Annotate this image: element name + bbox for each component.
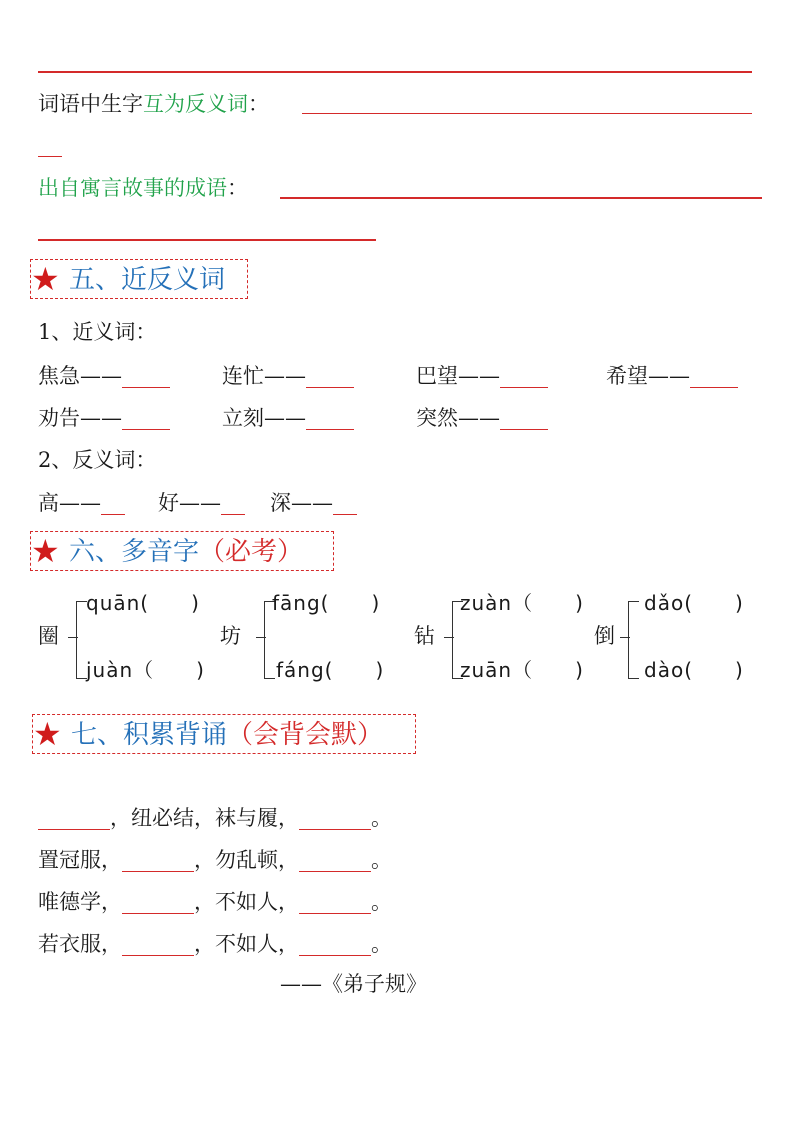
section-5-title: 五、近反义词 (69, 265, 226, 295)
pinyin-bottom: juàn（ ) (86, 658, 205, 682)
pinyin-bottom: zuān（ ) (460, 658, 584, 682)
synonyms-subheading: 1、近义词： (38, 320, 157, 344)
synonym-item: 焦急—— (38, 364, 170, 388)
star-icon: ★ (31, 260, 60, 298)
brace-tip (68, 637, 78, 638)
synonym-item: 巴望—— (416, 364, 548, 388)
brace (628, 601, 639, 679)
answer-blank[interactable] (690, 367, 738, 388)
answer-blank[interactable] (122, 367, 170, 388)
synonym-item: 立刻—— (222, 406, 354, 430)
antonym-item: 好—— (158, 491, 245, 515)
answer-blank[interactable] (299, 893, 371, 914)
synonym-item: 希望—— (606, 364, 738, 388)
recitation-line-4: 若衣服， ，不如人， 。 (38, 932, 392, 956)
antonym-chars-answer-line[interactable] (302, 113, 752, 114)
answer-blank[interactable] (299, 935, 371, 956)
answer-blank[interactable] (122, 893, 194, 914)
answer-blank[interactable] (306, 409, 354, 430)
section-7-title: 七、积累背诵（会背会默） (71, 720, 384, 750)
recitation-line-1: ，纽必结，袜与履， 。 (38, 806, 392, 830)
section-5-header (30, 259, 248, 299)
pinyin-top: zuàn（ ) (460, 591, 584, 615)
pinyin-bottom: dào( ) (644, 658, 744, 682)
answer-blank[interactable] (122, 851, 194, 872)
brace-tip (620, 637, 630, 638)
recitation-line-3: 唯德学， ，不如人， 。 (38, 890, 392, 914)
star-icon: ★ (31, 532, 60, 570)
recitation-line-2: 置冠服， ，勿乱顿， 。 (38, 848, 392, 872)
antonyms-subheading: 2、反义词： (38, 448, 157, 472)
answer-blank[interactable] (122, 409, 170, 430)
polyphone-char: 圈 (38, 624, 59, 648)
synonym-item: 突然—— (416, 406, 548, 430)
synonym-item: 劝告—— (38, 406, 170, 430)
answer-blank[interactable] (38, 809, 110, 830)
polyphone-char: 倒 (594, 624, 615, 648)
polyphone-char: 钻 (414, 624, 435, 648)
pinyin-top: dǎo( ) (644, 591, 744, 615)
polyphone-char: 坊 (220, 624, 241, 648)
fable-idiom-answer-line-cont[interactable] (38, 239, 376, 241)
synonym-item: 连忙—— (222, 364, 354, 388)
answer-blank[interactable] (500, 409, 548, 430)
answer-blank[interactable] (306, 367, 354, 388)
answer-blank[interactable] (299, 851, 371, 872)
answer-blank[interactable] (299, 809, 371, 830)
star-icon: ★ (33, 715, 62, 753)
answer-blank[interactable] (101, 494, 125, 515)
top-divider-line (38, 71, 752, 73)
brace-tip (444, 637, 454, 638)
answer-blank[interactable] (333, 494, 357, 515)
answer-blank[interactable] (221, 494, 245, 515)
brace-tip (256, 637, 266, 638)
antonym-item: 高—— (38, 491, 125, 515)
source-citation: ——《弟子规》 (280, 972, 427, 996)
antonym-chars-answer-line-cont[interactable] (38, 156, 62, 157)
antonym-chars-prompt: 词语中生字互为反义词： (38, 92, 269, 116)
fable-idiom-prompt: 出自寓言故事的成语： (38, 176, 248, 200)
fable-idiom-answer-line[interactable] (280, 197, 762, 199)
pinyin-bottom: fáng( ) (276, 658, 385, 682)
section-6-title: 六、多音字（必考） (69, 537, 304, 567)
answer-blank[interactable] (122, 935, 194, 956)
section-7-header (32, 714, 416, 754)
pinyin-top: quān( ) (86, 591, 200, 615)
section-6-header (30, 531, 334, 571)
answer-blank[interactable] (500, 367, 548, 388)
pinyin-top: fāng( ) (272, 591, 381, 615)
antonym-item: 深—— (270, 491, 357, 515)
